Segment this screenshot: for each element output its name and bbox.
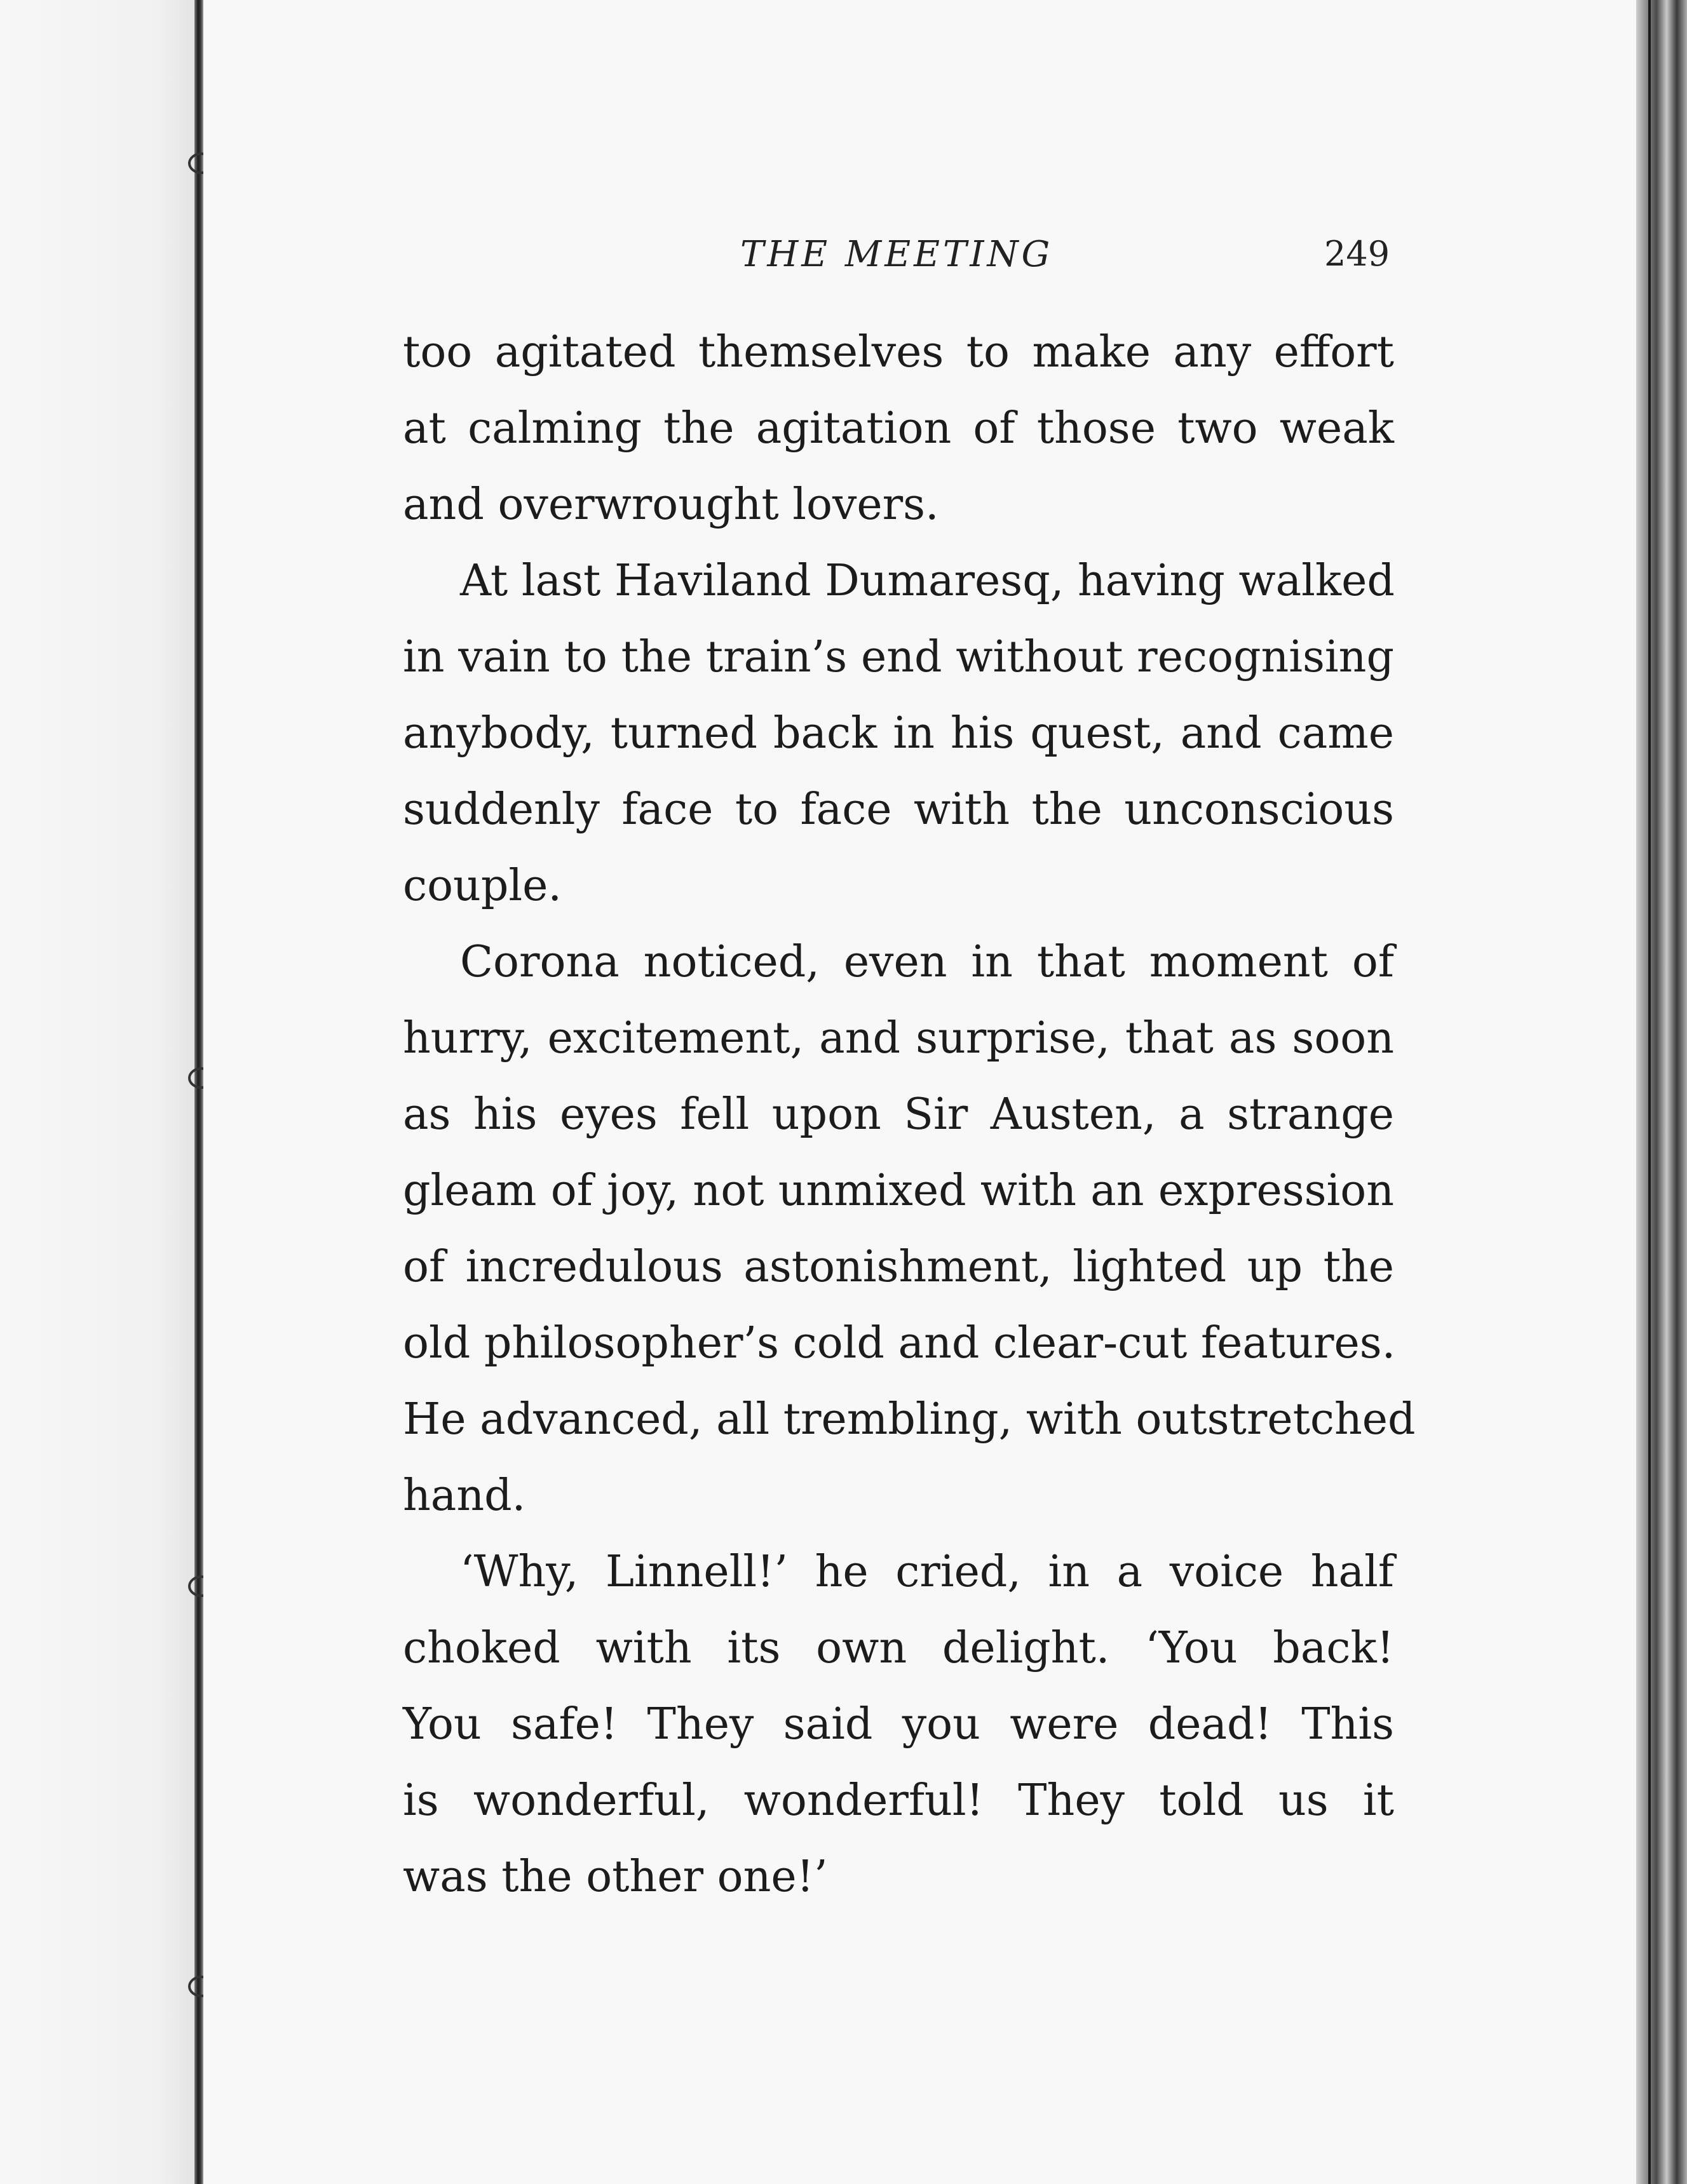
text-line: was the other one!’ xyxy=(403,1852,828,1902)
text-line: At last Haviland Dumaresq, having walked xyxy=(460,556,1395,606)
text-line: suddenly face to face with the unconscious xyxy=(403,785,1394,835)
text-line: couple. xyxy=(403,861,562,911)
text-line: choked with its own delight. ‘You back! xyxy=(403,1623,1394,1673)
left-page-margin xyxy=(0,0,198,2184)
text-line: He advanced, all trembling, with outstretched xyxy=(403,1394,1416,1445)
text-line: as his eyes fell upon Sir Austen, a strange xyxy=(403,1089,1394,1140)
text-line: ‘Why, Linnell!’ he cried, in a voice half xyxy=(460,1547,1394,1597)
text-line: gleam of joy, not unmixed with an expression xyxy=(403,1166,1394,1216)
text-line: and overwrought lovers. xyxy=(403,480,939,530)
text-line: old philosopher’s cold and clear-cut features. xyxy=(403,1318,1396,1368)
text-line: You safe! They said you were dead! This xyxy=(403,1699,1394,1749)
text-line: Corona noticed, even in that moment of xyxy=(460,937,1394,987)
page-number: 249 xyxy=(1324,234,1390,274)
text-line: hurry, excitement, and surprise, that as soon xyxy=(403,1013,1394,1063)
text-line: of incredulous astonishment, lighted up the xyxy=(403,1242,1394,1292)
text-line: in vain to the train’s end without recognising xyxy=(403,632,1394,682)
text-line: hand. xyxy=(403,1471,526,1521)
text-line: too agitated themselves to make any effort xyxy=(403,327,1394,377)
text-line: is wonderful, wonderful! They told us it xyxy=(403,1776,1394,1826)
body-text xyxy=(403,314,1416,1915)
running-title: THE MEETING xyxy=(740,234,1054,275)
page-edge-line xyxy=(1648,0,1651,2184)
right-page-edge xyxy=(1636,0,1687,2184)
text-line: anybody, turned back in his quest, and came xyxy=(403,708,1394,758)
text-line: at calming the agitation of those two weak xyxy=(403,403,1394,454)
book-spine xyxy=(194,0,203,2184)
